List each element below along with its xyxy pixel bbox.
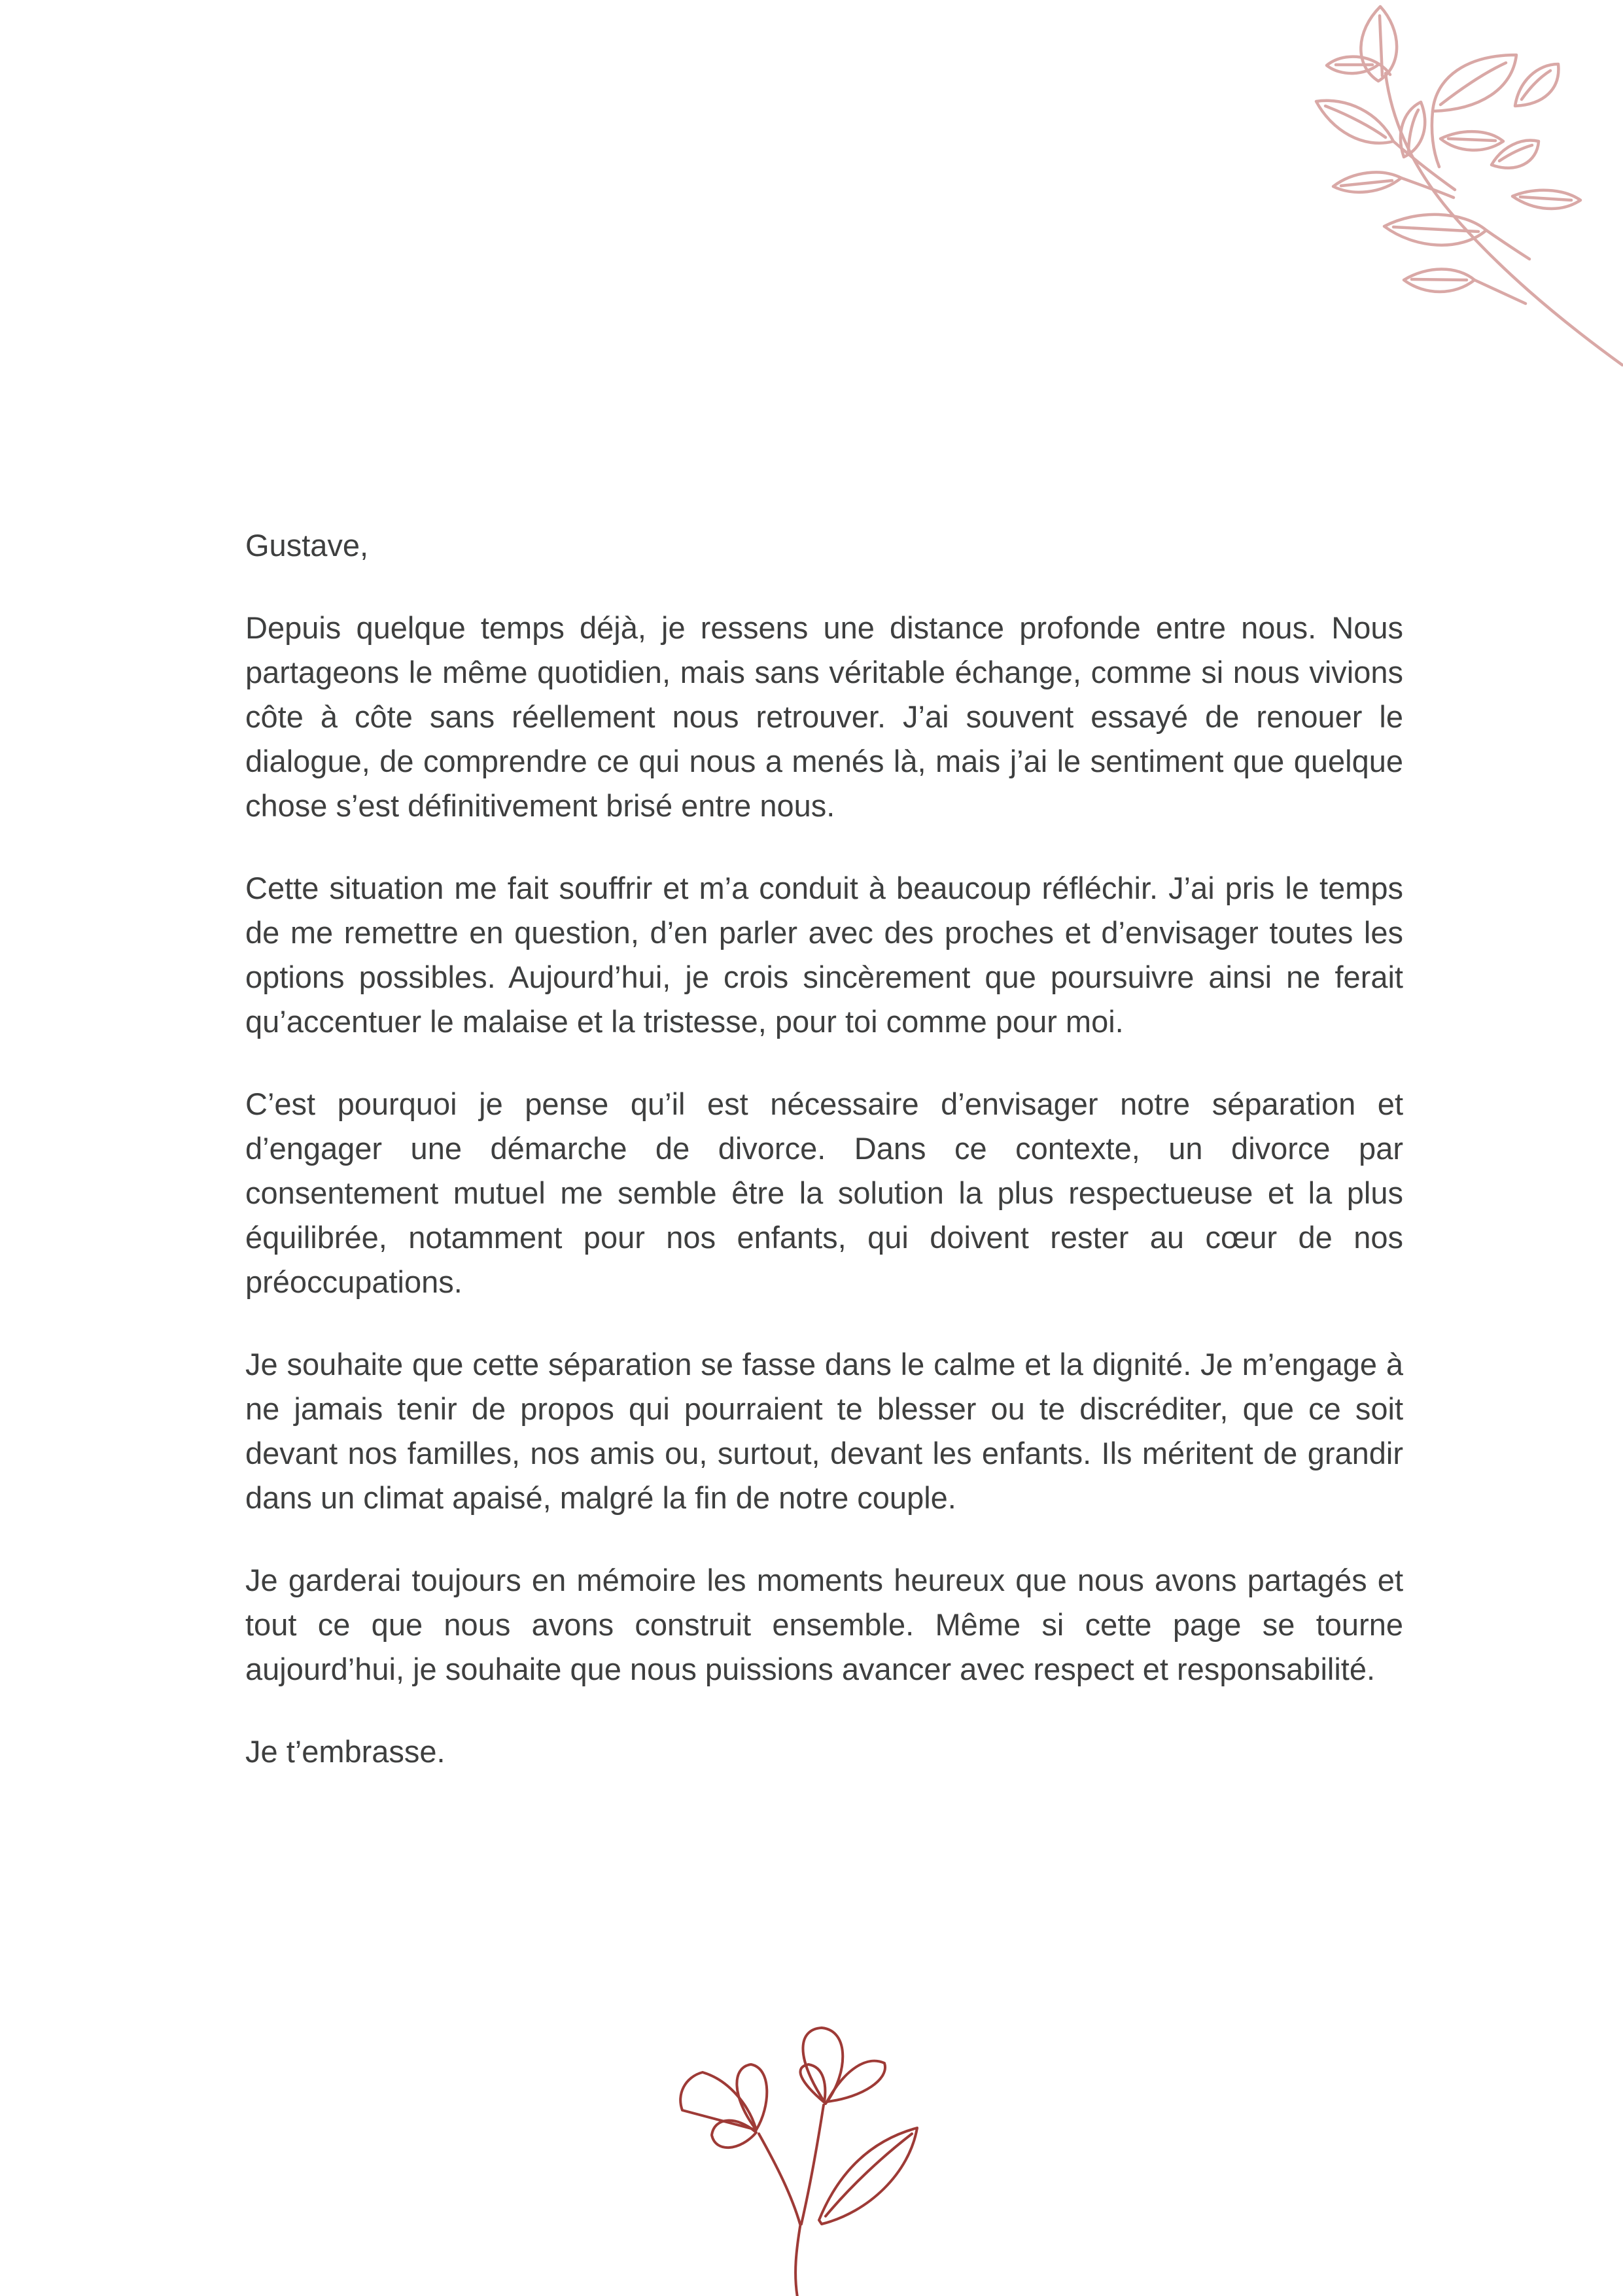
letter-paragraph: Je souhaite que cette séparation se fasse dans le calme et la dignité. Je m’engage à ne jamais tenir de propos qui pourraient te blesser ou te discréditer, que ce soit devant nos familles, nos amis ou, surtout, devant les enfants. Ils méritent de grandir dans un climat apaisé, malgré la fin de notre couple. (245, 1347, 1403, 1515)
salutation: Gustave, (245, 528, 369, 563)
letter-paragraph: Depuis quelque temps déjà, je ressens une distance profonde entre nous. Nous partageons le même quotidien, mais sans véritable échange, comme si nous vivions côte à côte sans réellement nous retrouver. J’ai souvent essayé de renouer le dialogue, de comprendre ce qui nous a menés là, mais j’ai le sentiment que quelque chose s’est définitivement brisé entre nous. (245, 610, 1403, 823)
letter-paragraph: C’est pourquoi je pense qu’il est nécessaire d’envisager notre séparation et d’engager une démarche de divorce. Dans ce contexte, un divorce par consentement mutuel me semble être la solution la plus respectueuse et la plus équilibrée, notamment pour nos enfants, qui doivent rester au cœur de nos préoccupations. (245, 1087, 1403, 1299)
letter-paragraph: Je garderai toujours en mémoire les moments heureux que nous avons partagés et tout ce que nous avons construit ensemble. Même si cette page se tourne aujourd’hui, je souhaite que nous puissions avancer avec respect et responsabilité. (245, 1563, 1403, 1686)
red-flower-icon (621, 1975, 1014, 2296)
closing: Je t’embrasse. (245, 1734, 445, 1769)
letter-body (245, 523, 1403, 1774)
letter-paragraph: Cette situation me fait souffrir et m’a conduit à beaucoup réfléchir. J’ai pris le temps de me remettre en question, d’en parler avec des proches et d’envisager toutes les options possibles. Aujourd’hui, je crois sincèrement que poursuivre ainsi ne ferait qu’accentuer le malaise et la tristesse, pour toi comme pour moi. (245, 871, 1403, 1039)
pink-branch-icon (1276, 0, 1623, 425)
